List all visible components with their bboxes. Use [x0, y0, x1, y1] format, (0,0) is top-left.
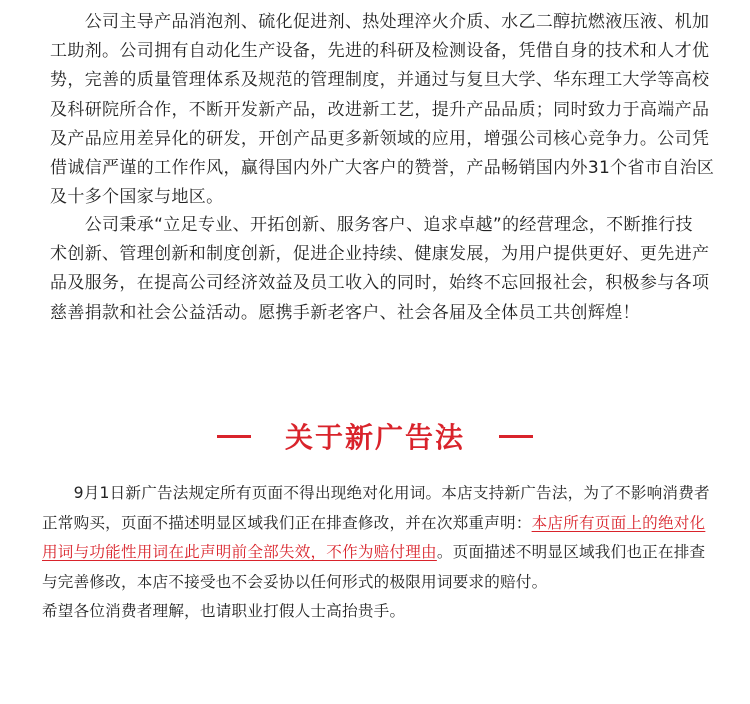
- notice-highlight: 用词与功能性用词在此声明前全部失效，不作为赔付理由: [42, 543, 437, 561]
- values-line: 慈善捐款和社会公益活动。愿携手新老客户、社会各届及全体员工共创辉煌！: [50, 302, 640, 323]
- company-values-paragraph: [50, 211, 710, 328]
- notice-line: [42, 538, 718, 568]
- notice-text: 。页面描述不明显区域我们也正在排查: [436, 543, 706, 561]
- heading-dash-left: [217, 435, 251, 438]
- values-line: 品及服务，在提高公司经济效益及员工收入的同时，始终不忘回报社会，积极参与各项: [50, 273, 710, 294]
- intro-line: 及科研院所合作，不断开发新产品，改进新工艺，提升产品品质；同时致力于高端产品: [50, 99, 710, 120]
- intro-line: 及十多个国家与地区。: [50, 187, 224, 208]
- notice-highlight: 本店所有页面上的绝对化: [531, 513, 706, 532]
- intro-line: 公司主导产品消泡剂、硫化促进剂、热处理淬火介质、水乙二醇抗燃液压液、机加: [50, 12, 710, 32]
- intro-line: 势，完善的质量管理体系及规范的管理制度，并通过与复旦大学、华东理工大学等高校: [50, 70, 710, 91]
- intro-line: 借诚信严谨的工作作风，赢得国内外广大客户的赞誉，产品畅销国内外31个省市自治区: [50, 158, 715, 179]
- values-line: 公司秉承“立足专业、开拓创新、服务客户、追求卓越”的经营理念，不断推行技: [50, 215, 693, 235]
- notice-line: 9月1日新广告法规定所有页面不得出现绝对化用词。本店支持新广告法，为了不影响消费者: [42, 484, 710, 502]
- section-heading: [0, 412, 750, 460]
- notice-line: [42, 509, 718, 539]
- ad-law-notice: [42, 479, 718, 627]
- company-intro-paragraph: [50, 8, 715, 212]
- notice-text: 正常购买，页面不描述明显区域我们正在排查修改，并在次郑重声明：: [42, 513, 532, 532]
- intro-line: 及产品应用差异化的研发，开创产品更多新领域的应用，增强公司核心竞争力。公司凭: [50, 128, 710, 149]
- values-line: 术创新、管理创新和制度创新，促进企业持续、健康发展，为用户提供更好、更先进产: [50, 244, 710, 265]
- heading-dash-right: [499, 435, 533, 438]
- section-title: 关于新广告法: [284, 421, 465, 454]
- notice-line: 希望各位消费者理解，也请职业打假人士高抬贵手。: [42, 602, 406, 620]
- notice-line: 与完善修改，本店不接受也不会妥协以任何形式的极限用词要求的赔付。: [42, 572, 548, 591]
- intro-line: 工助剂。公司拥有自动化生产设备，先进的科研及检测设备，凭借自身的技术和人才优: [50, 41, 710, 62]
